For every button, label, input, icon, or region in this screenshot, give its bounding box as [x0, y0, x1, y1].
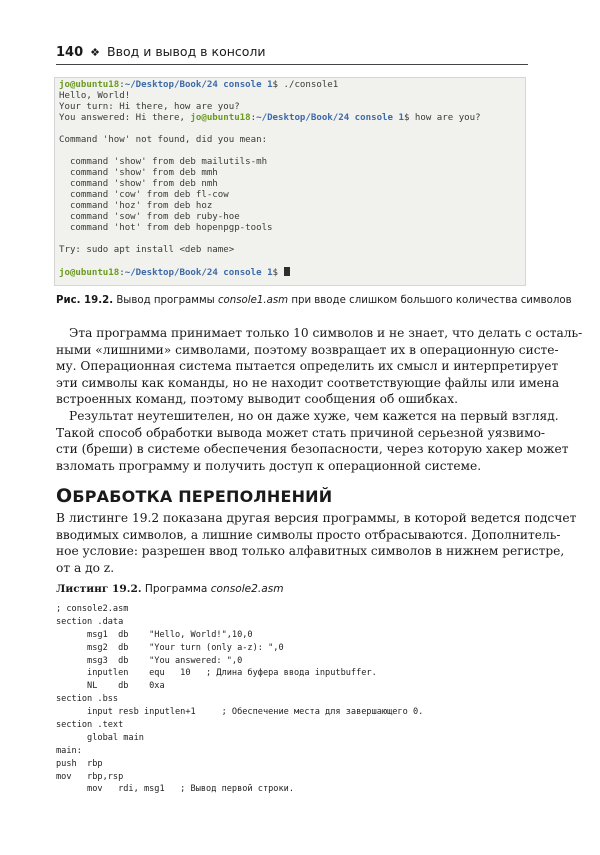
terminal-text: ~/Desktop/Book/24 console 1 [124, 80, 273, 90]
listing-label: Листинг 19.2. [56, 583, 142, 595]
paragraph-2 [56, 408, 569, 474]
terminal-line [59, 157, 521, 168]
terminal-text: : [250, 113, 257, 123]
code-line: NL db 0xa [56, 681, 165, 692]
terminal-line [59, 190, 521, 201]
code-line: msg3 db "You answered: ",0 [56, 655, 243, 666]
terminal-line [59, 212, 521, 223]
terminal-text: Command 'how' not found, did you mean: [59, 135, 268, 145]
paragraph-line: му. Операционная система пытается определить их смысл и интерпретирует [56, 359, 559, 374]
terminal-cursor [284, 267, 290, 276]
terminal-line [59, 234, 521, 245]
code-line: msg2 db "Your turn (only a-z): ",0 [56, 642, 284, 653]
figure-caption-filename: console1.asm [217, 295, 289, 306]
code-line: push rbp [56, 758, 103, 769]
terminal-line [59, 135, 521, 146]
paragraph-line: эти символы как команды, но не находит соответствующие файлы или имена [56, 375, 560, 390]
figure-caption [56, 295, 572, 306]
code-line: ; console2.asm [56, 604, 129, 614]
paragraph-line: В листинге 19.2 показана другая версия программы, в которой ведется подсчет [56, 511, 577, 525]
paragraph-line: Такой способ обработки вывода может стать причиной серьезной уязвимо- [56, 425, 546, 440]
terminal-text: You answered: Hi there, [59, 113, 191, 123]
terminal-line [59, 91, 521, 102]
terminal-text: command 'cow' from deb fl-cow [59, 190, 229, 200]
terminal-text: command 'show' from deb mailutils-mh [59, 157, 268, 167]
paragraph-line: вводимых символов, а лишние символы просто отбрасываются. Дополнитель- [56, 527, 561, 542]
paragraph-line: взломать программу и получить доступ к операционной системе. [56, 458, 482, 473]
figure-caption-text-end: при вводе слишком большого количества символов [288, 295, 572, 306]
terminal-text: Try: sudo apt install <deb name> [59, 245, 235, 255]
terminal-line [59, 223, 521, 234]
terminal-line [59, 201, 521, 212]
terminal-line [59, 113, 521, 124]
section-title-initial: О [56, 485, 73, 507]
terminal-text: $ [272, 268, 284, 278]
code-line: section .data [56, 616, 124, 627]
terminal-line [59, 179, 521, 190]
figure-caption-text: Вывод программы [113, 295, 218, 306]
listing-caption-text: Программа [141, 583, 211, 595]
terminal-text: Hello, World! [59, 91, 131, 101]
terminal-line [59, 124, 521, 135]
code-line: main: [56, 745, 82, 756]
code-line: section .bss [56, 694, 119, 705]
figure-label: Рис. 19.2. [56, 295, 114, 306]
paragraph-line: от a до z. [56, 560, 115, 575]
terminal-text: Your turn: Hi there, how are you? [59, 102, 240, 112]
terminal-text: command 'hoz' from deb hoz [59, 201, 213, 211]
terminal-text: jo@ubuntu18 [190, 113, 251, 123]
section-title-rest: БРАБОТКА ПЕРЕПОЛНЕНИЙ [72, 487, 333, 506]
terminal-text: command 'sow' from deb ruby-hoe [59, 212, 240, 222]
terminal-text: command 'show' from deb mmh [59, 168, 218, 178]
terminal-text: jo@ubuntu18 [59, 268, 120, 278]
paragraph-line: Эта программа принимает только 10 символов и не знает, что делать с осталь- [69, 326, 583, 340]
code-line: inputlen equ 10 ; Длина буфера ввода inputbuffer. [56, 668, 377, 679]
ornament-icon: ❖ [90, 46, 101, 59]
terminal-line [59, 168, 521, 179]
terminal-line [59, 267, 521, 278]
terminal-line [59, 245, 521, 256]
terminal-text: command 'hot' from deb hopenpgp-tools [59, 223, 273, 233]
paragraph-line: ное условие: разрешен ввод только алфавитных символов в нижнем регистре, [56, 544, 565, 559]
terminal-line [59, 146, 521, 157]
terminal-text: $ how are you? [403, 113, 481, 123]
code-line: global main [56, 732, 144, 743]
paragraph-line: встроенных команд, поэтому выводит сообщения об ошибках. [56, 392, 458, 407]
code-line: section .text [56, 720, 124, 731]
code-listing [56, 603, 528, 796]
terminal-text: ~/Desktop/Book/24 console 1 [256, 113, 404, 123]
terminal-text: : [119, 268, 125, 278]
code-line: mov rdi, msg1 ; Вывод первой строки. [56, 784, 294, 795]
code-line: input resb inputlen+1 ; Обеспечение места для завершающего 0. [56, 707, 424, 718]
paragraph-line: ными «лишними» символами, поэтому возвращает их в операционную систе- [56, 342, 559, 357]
code-line: msg1 db "Hello, World!",10,0 [56, 629, 253, 640]
terminal-text: jo@ubuntu18 [59, 80, 120, 90]
terminal-text: : [119, 80, 125, 90]
terminal-line [59, 256, 521, 267]
terminal-screenshot [54, 77, 526, 286]
listing-filename: console2.asm [210, 583, 284, 595]
chapter-title: Ввод и вывод в консоли [107, 44, 266, 59]
listing-caption [56, 583, 284, 595]
paragraph-1 [56, 325, 583, 408]
running-header [56, 44, 528, 62]
paragraph-line: Результат неутешителен, но он даже хуже, чем кажется на первый взгляд. [69, 409, 559, 423]
header-rule [56, 64, 528, 65]
terminal-text: $ ./console1 [272, 80, 339, 90]
terminal-text: command 'show' from deb nmh [59, 179, 218, 189]
code-line: mov rbp,rsp [56, 771, 124, 782]
paragraph-line: сти (бреши) в системе обеспечения безопасности, через которую хакер может [56, 442, 569, 457]
section-title [56, 485, 332, 507]
page-number: 140 [56, 45, 84, 60]
terminal-text: ~/Desktop/Book/24 console 1 [124, 268, 273, 278]
paragraph-3 [56, 510, 577, 576]
terminal-line [59, 80, 521, 91]
terminal-line [59, 102, 521, 113]
